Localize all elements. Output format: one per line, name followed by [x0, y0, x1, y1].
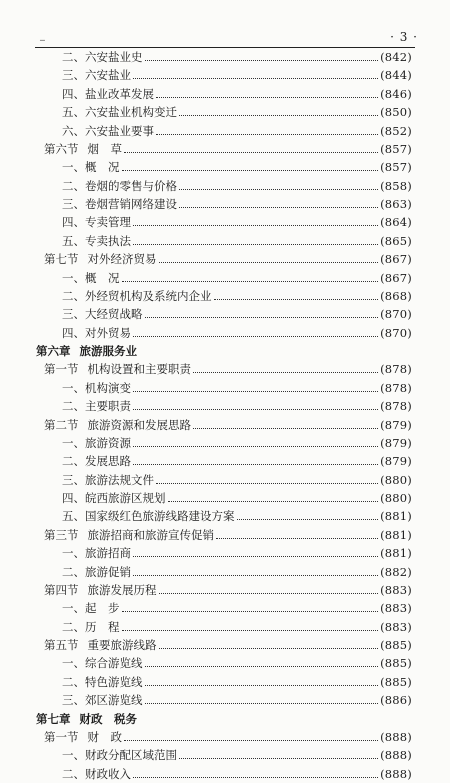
toc-number: 第七章 [36, 711, 71, 726]
toc-title: 四、对外贸易 [62, 325, 131, 340]
toc-page-number: (857) [380, 160, 412, 175]
toc-page-number: (880) [380, 472, 412, 487]
toc-entry [36, 544, 412, 562]
toc-page-number: (878) [380, 380, 412, 395]
toc-title: 二、特色游览线 [62, 674, 143, 689]
dot-leader [124, 152, 378, 153]
toc-page-number: (865) [380, 233, 412, 248]
toc-page-number: (880) [380, 491, 412, 505]
page-number: · 3 · [390, 30, 418, 44]
toc-title: 对外经济贸易 [87, 252, 157, 267]
dot-leader [133, 391, 378, 392]
toc-number: 第一节 [44, 362, 79, 377]
toc-title: 二、外经贸机构及系统内企业 [62, 288, 212, 303]
dot-leader [145, 60, 379, 61]
toc-entry [36, 122, 412, 140]
toc-page-number: (867) [380, 252, 412, 267]
toc-heading [36, 140, 122, 158]
toc-title: 三、旅游法规文件 [62, 472, 154, 487]
table-of-contents [36, 48, 412, 783]
toc-title: 旅游资源和发展思路 [87, 417, 191, 432]
toc-title: 三、大经贸战略 [62, 307, 143, 322]
dot-leader [237, 519, 379, 520]
toc-heading [36, 342, 137, 360]
dot-leader [179, 207, 378, 208]
toc-page-number: (885) [380, 656, 412, 671]
toc-title: 四、盐业改革发展 [62, 86, 154, 101]
toc-number: 第三节 [44, 527, 79, 542]
toc-title: 旅游服务业 [79, 344, 137, 358]
toc-page-number: (888) [380, 748, 412, 763]
toc-page-number: (878) [380, 399, 412, 414]
toc-page-number: (881) [380, 527, 412, 542]
dot-leader [156, 134, 378, 135]
header-mark: ─ [40, 36, 45, 45]
toc-entry [36, 452, 412, 470]
toc-page-number: (888) [380, 766, 412, 781]
toc-number: 第一节 [44, 729, 79, 744]
toc-page-number: (846) [380, 86, 412, 101]
toc-page-number: (879) [380, 417, 412, 432]
toc-number: 第六章 [36, 344, 71, 358]
dot-leader [133, 409, 378, 410]
toc-page-number: (888) [380, 729, 412, 744]
toc-page-number: (867) [380, 270, 412, 285]
dot-leader [133, 777, 378, 778]
toc-title: 机构设置和主要职责 [87, 362, 191, 377]
toc-title: 四、皖西旅游区规划 [62, 491, 166, 505]
toc-page-number: (870) [380, 307, 412, 322]
toc-page-number: (857) [380, 141, 412, 156]
toc-title: 二、六安盐业史 [62, 50, 143, 64]
dot-leader [133, 556, 378, 557]
toc-number: 第五节 [44, 638, 79, 652]
toc-entry [36, 397, 412, 415]
dot-leader [159, 262, 379, 263]
toc-title: 三、郊区游览线 [62, 693, 143, 708]
toc-page-number: (882) [380, 564, 412, 579]
dot-leader [145, 703, 379, 704]
toc-entry [36, 287, 412, 305]
toc-title: 重要旅游线路 [87, 638, 157, 652]
dot-leader [122, 611, 379, 612]
toc-title: 三、卷烟营销网络建设 [62, 197, 177, 211]
toc-entry [36, 765, 412, 783]
toc-heading [36, 636, 157, 654]
toc-page-number: (879) [380, 435, 412, 450]
toc-page-number: (885) [380, 638, 412, 652]
toc-entry [36, 489, 412, 507]
toc-title: 二、发展思路 [62, 454, 131, 469]
toc-entry [36, 195, 412, 213]
toc-entry [36, 563, 412, 581]
toc-page-number: (883) [380, 582, 412, 597]
toc-heading [36, 360, 191, 378]
toc-chapter [36, 342, 412, 360]
dot-leader [124, 740, 378, 741]
dot-leader [179, 115, 378, 116]
toc-title: 一、财政分配区域范围 [62, 748, 177, 763]
dot-leader [133, 446, 378, 447]
toc-entry [36, 691, 412, 709]
toc-heading [36, 526, 214, 544]
dot-leader [145, 317, 379, 318]
toc-page-number: (881) [380, 509, 412, 524]
toc-section [36, 728, 412, 746]
toc-page-number: (881) [380, 546, 412, 561]
toc-entry [36, 305, 412, 323]
toc-page-number: (883) [380, 601, 412, 616]
toc-entry [36, 673, 412, 691]
toc-title: 财政 税务 [79, 711, 137, 726]
toc-section [36, 636, 412, 654]
toc-title: 二、主要职责 [62, 399, 131, 414]
dot-leader [122, 630, 379, 631]
dot-leader [156, 483, 378, 484]
toc-title: 五、国家级红色旅游线路建设方案 [62, 509, 235, 524]
toc-title: 四、专卖管理 [62, 215, 131, 230]
toc-number: 第七节 [44, 252, 79, 267]
toc-entry [36, 85, 412, 103]
toc-title: 旅游招商和旅游宣传促销 [87, 527, 214, 542]
dot-leader [193, 372, 378, 373]
dot-leader [156, 97, 378, 98]
toc-entry [36, 654, 412, 672]
toc-entry [36, 177, 412, 195]
toc-entry [36, 379, 412, 397]
toc-heading [36, 728, 122, 746]
toc-entry [36, 213, 412, 231]
toc-title: 二、旅游促销 [62, 564, 131, 579]
toc-title: 财 政 [87, 729, 122, 744]
toc-entry [36, 618, 412, 636]
dot-leader [216, 538, 378, 539]
toc-title: 一、旅游招商 [62, 546, 131, 561]
toc-entry [36, 103, 412, 121]
toc-page-number: (864) [380, 215, 412, 230]
toc-entry [36, 158, 412, 176]
dot-leader [159, 648, 379, 649]
toc-section [36, 250, 412, 268]
toc-entry [36, 232, 412, 250]
toc-section [36, 140, 412, 158]
toc-entry [36, 269, 412, 287]
toc-section [36, 416, 412, 434]
toc-section [36, 360, 412, 378]
dot-leader [133, 575, 378, 576]
toc-page-number: (852) [380, 123, 412, 138]
toc-section [36, 581, 412, 599]
toc-page-number: (842) [380, 50, 412, 64]
toc-entry [36, 48, 412, 66]
toc-number: 第六节 [44, 141, 79, 156]
toc-title: 五、六安盐业机构变迁 [62, 105, 177, 120]
toc-title: 一、概 况 [62, 160, 120, 175]
dot-leader [133, 225, 378, 226]
toc-heading [36, 581, 157, 599]
toc-number: 第二节 [44, 417, 79, 432]
toc-page-number: (878) [380, 362, 412, 377]
dot-leader [133, 336, 378, 337]
toc-title: 六、六安盐业要事 [62, 123, 154, 138]
toc-chapter [36, 710, 412, 728]
dot-leader [133, 464, 378, 465]
dot-leader [122, 170, 379, 171]
toc-page-number: (844) [380, 68, 412, 83]
dot-leader [214, 299, 379, 300]
dot-leader [145, 685, 379, 686]
toc-entry [36, 66, 412, 84]
toc-page-number: (886) [380, 693, 412, 708]
dot-leader [122, 281, 379, 282]
toc-page-number: (858) [380, 178, 412, 193]
toc-page-number: (868) [380, 288, 412, 303]
toc-page-number: (863) [380, 197, 412, 211]
toc-page-number: (885) [380, 674, 412, 689]
dot-leader [179, 189, 378, 190]
toc-heading [36, 710, 137, 728]
toc-entry [36, 599, 412, 617]
toc-section [36, 526, 412, 544]
dot-leader [133, 244, 378, 245]
toc-entry [36, 324, 412, 342]
dot-leader [193, 428, 378, 429]
dot-leader [133, 78, 378, 79]
toc-heading [36, 250, 157, 268]
toc-heading [36, 416, 191, 434]
toc-title: 一、综合游览线 [62, 656, 143, 671]
toc-page-number: (879) [380, 454, 412, 469]
toc-title: 一、旅游资源 [62, 435, 131, 450]
toc-page-number: (883) [380, 619, 412, 634]
toc-page-number: (850) [380, 105, 412, 120]
toc-title: 烟 草 [87, 141, 122, 156]
toc-entry [36, 746, 412, 764]
dot-leader [159, 593, 379, 594]
toc-entry [36, 471, 412, 489]
toc-title: 三、六安盐业 [62, 68, 131, 83]
dot-leader [168, 501, 379, 502]
dot-leader [179, 758, 378, 759]
toc-title: 一、起 步 [62, 601, 120, 616]
toc-title: 一、机构演变 [62, 380, 131, 395]
toc-number: 第四节 [44, 582, 79, 597]
toc-page-number: (870) [380, 325, 412, 340]
toc-entry [36, 434, 412, 452]
toc-entry [36, 507, 412, 525]
toc-title: 二、历 程 [62, 619, 120, 634]
toc-title: 旅游发展历程 [87, 582, 157, 597]
toc-title: 五、专卖执法 [62, 233, 131, 248]
toc-title: 二、财政收入 [62, 766, 131, 781]
toc-title: 一、概 况 [62, 270, 120, 285]
dot-leader [145, 666, 379, 667]
toc-title: 二、卷烟的零售与价格 [62, 178, 177, 193]
